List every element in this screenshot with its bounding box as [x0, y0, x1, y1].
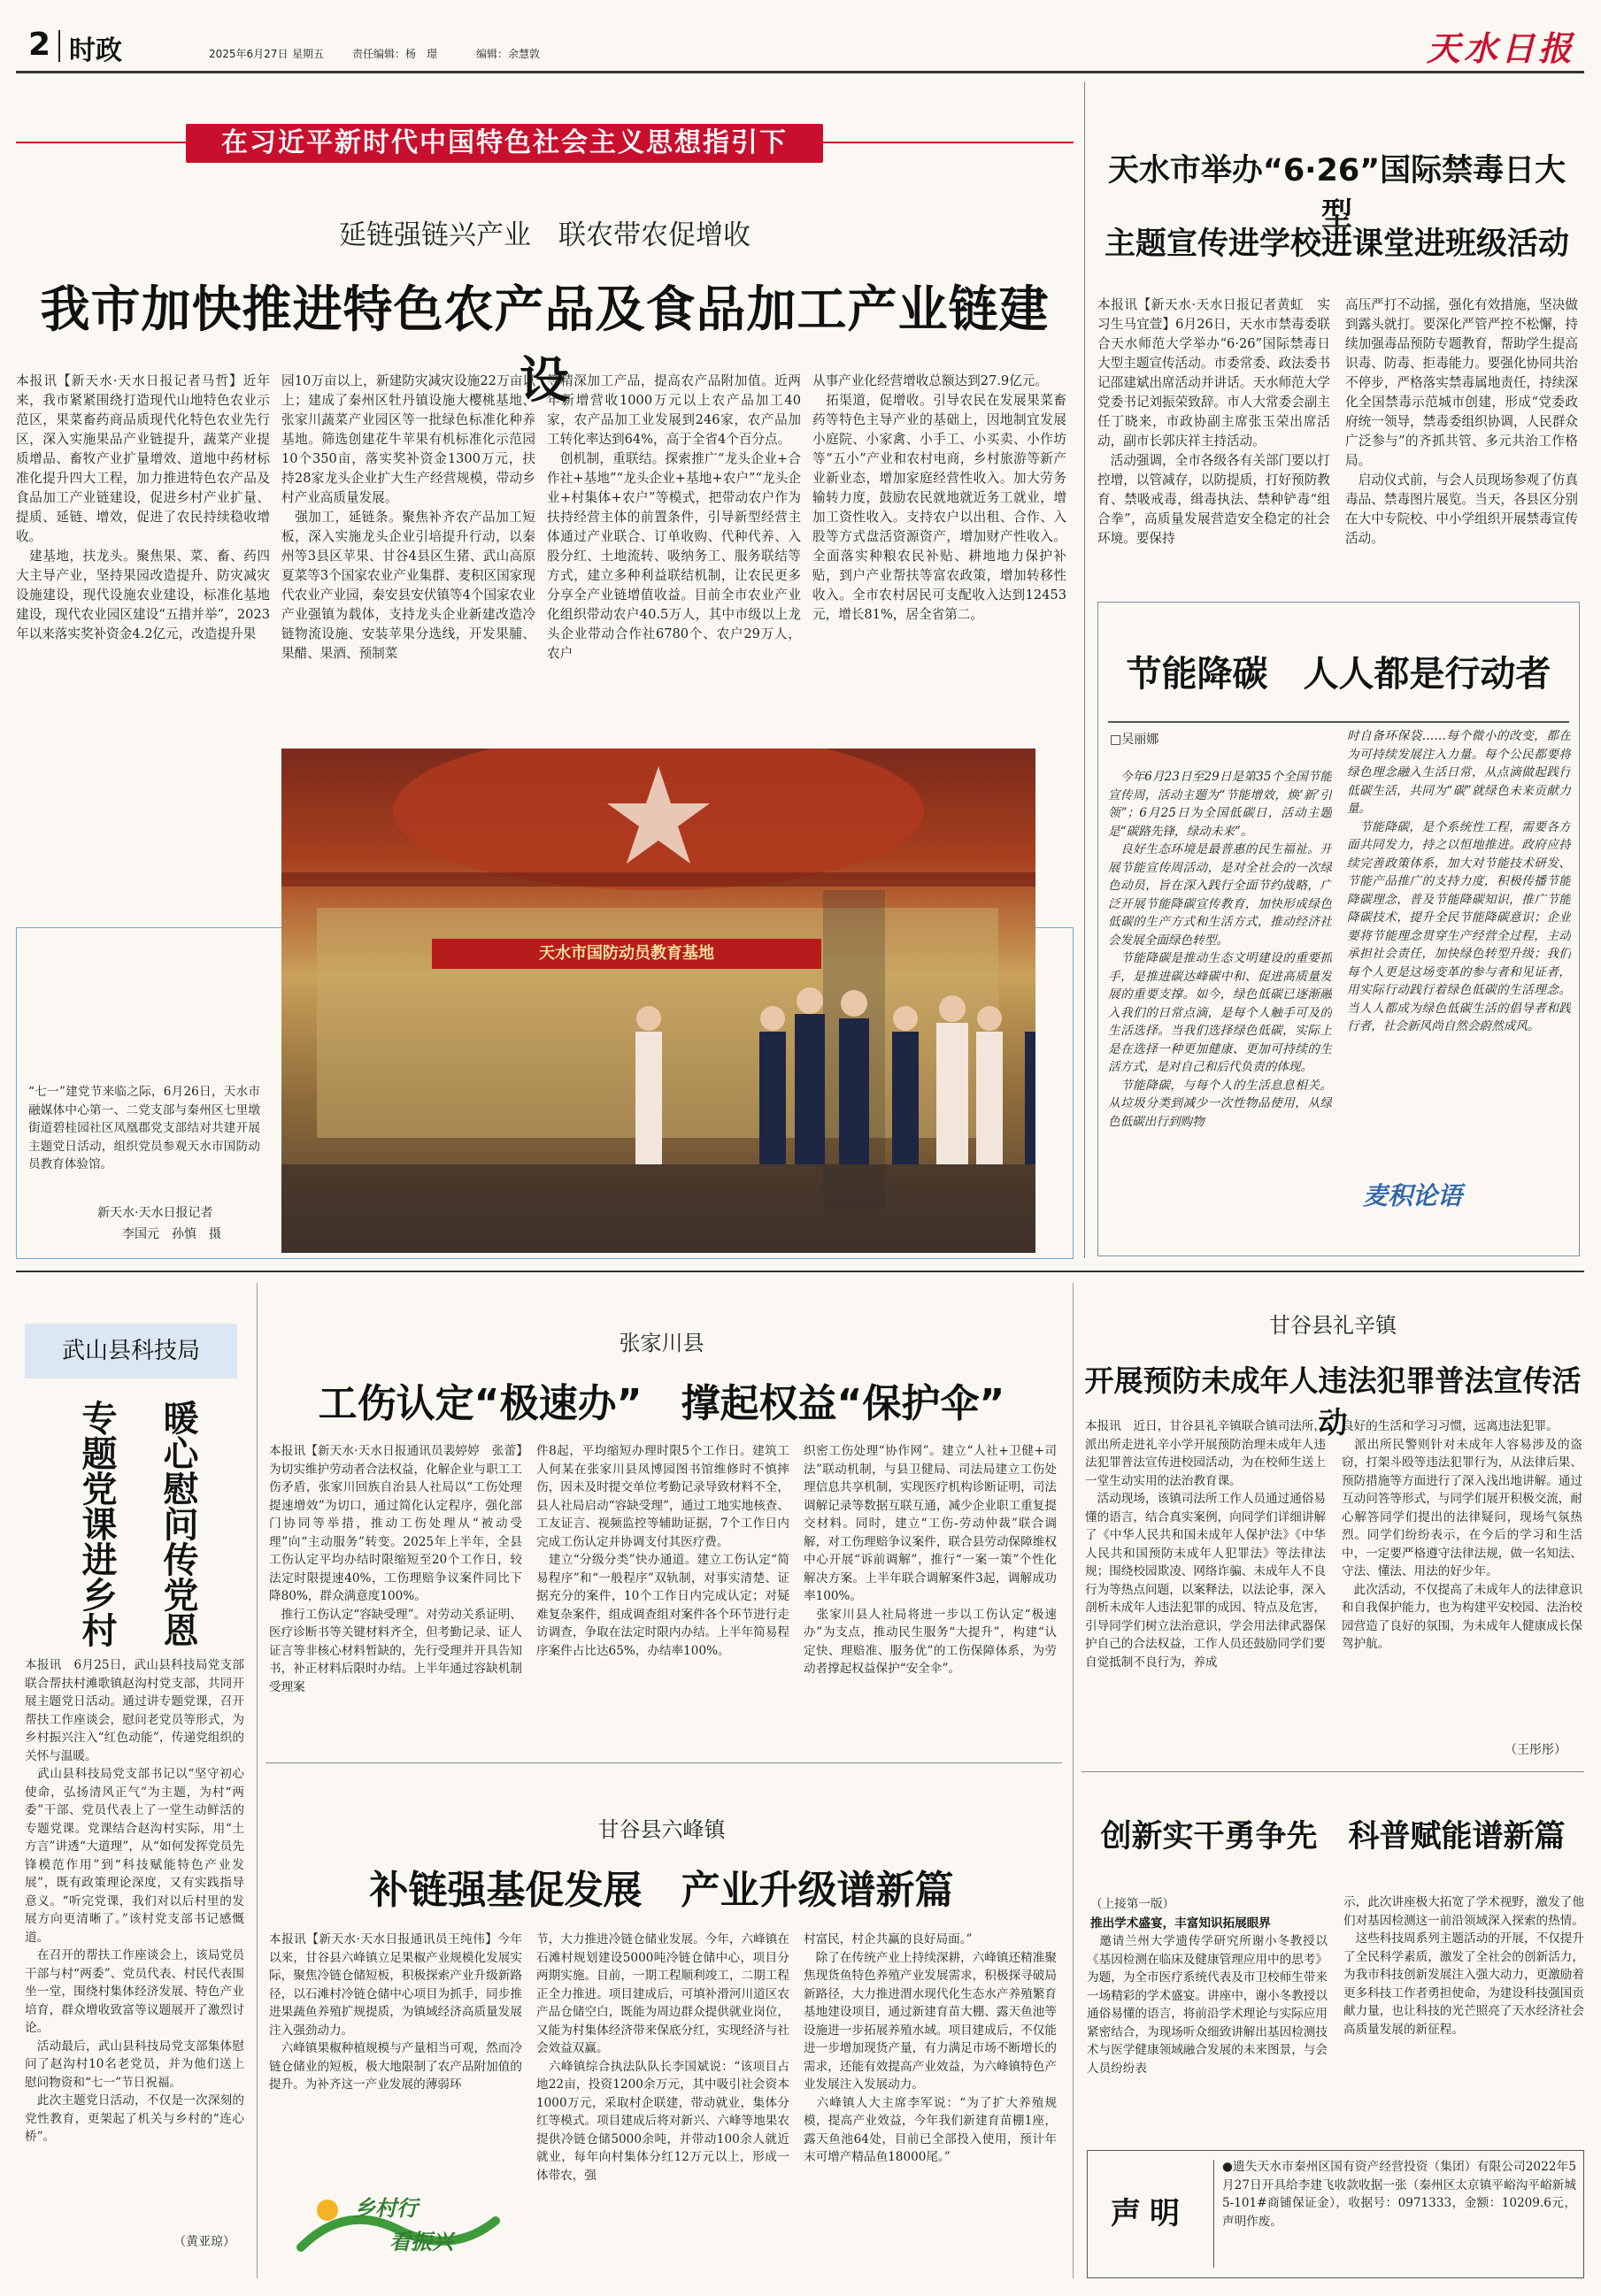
masthead-divider	[58, 30, 60, 62]
wushan-author: （黄亚琼）	[173, 2235, 235, 2249]
wushan-label-box	[25, 1324, 237, 1378]
photo-caption: “七一”建党节来临之际，6月26日，天水市融媒体中心第一、二党支部与秦州区七里墩街道碧桂园社区凤凰郡党支部结对共建开展主题党日活动，组织党员参观天水市国防动员教育体验馆。	[28, 1085, 260, 1171]
science-subhead: 推出学术盛宴，丰富知识拓展眼界	[1090, 1916, 1271, 1931]
science-col-2: 示，此次讲座极大拓宽了学术视野，激发了他们对基因检测这一前沿领域深入探索的热情。 这些科技周系列主题活动的开展，不仅提升了全民科学素质，激发了全社会的创新活力，为我市科技创新发展注入强大动力，更激励着更多科技工作者勇担使命，为建设科技强国贡献力量，也让科技的光芒照亮了天水经济社会高质量发展的新征程。	[1343, 1895, 1584, 2037]
zjc-title: 工伤认定“极速办” 撑起权益“保护伞”	[318, 1381, 1005, 1426]
zjc-kicker: 张家川县	[619, 1331, 704, 1355]
lead-col-1: 本报讯【新天水·天水日报记者马哲】近年来，我市紧紧围绕打造现代山地特色农业示范区，果菜畜药商品质现代化特色农业先行区，深入实施果品产业链提升，蔬菜产业提质增品、畜牧产业扩量增效、道地中药材标准化提升四大工程，加力推进特色农产品及食品加工产业链建设，促进乡村产业扩量、提质、延链、增效，促进了农民持续稳收增收。 建基地，扶龙头。聚焦果、菜、畜、药四大主导产业，坚持果园改造提升、防灾减灾设施建设，现代设施农业建设，标准化基地建设，现代农业园区建设“五措并举”，2023年以来落实奖补资金4.2亿元，改造提升果	[16, 373, 270, 641]
liufeng-col-2: 节，大力推进冷链仓储业发展。今年，六峰镇在石滩村规划建设5000吨冷链仓储中心，项目分两期实施。目前，一期工程顺利竣工，二期工程正全力推进。项目建成后，可填补滑河川道区农产品仓储空白，既能为周边群众提供就业岗位，又能为村集体经济带来保底分红，实现经济与社会效益双赢。 六峰镇综合执法队队长李国斌说：“该项目占地22亩，投资1200余万元，其中吸引社会资本1000万元，采取村企联建，带动就业，集体分红等模式。项目建成后将对新兴、六峰等地果农提供冷链仓储5000余吨，并带动100余人就近就业，每年向村集体分红12万元以上，形成一体带农，强	[536, 1932, 789, 2183]
zjc-col-3: 织密工伤处理“协作网”。建立“人社+卫健+司法”联动机制，与县卫健局、司法局建立工伤处理信息共享机制，实现医疗机构诊断证明，司法调解记录等数据互联互通，减少企业职工重复提交材料。同时，建立“工伤-劳动仲裁”联合调解，对工伤理赔争议案件，联合县劳动保障维权中心开展“诉前调解”，推行“一案一策”个性化解决方案。上半年联合调解案件3起，调解成功率100%。 张家川县人社局将进一步以工伤认定“极速办”为支点，推动民生服务“大提升”，构建“认定快、理赔准、服务优”的工伤保障体系，为劳动者撑起权益保护“安全伞”。	[804, 1444, 1057, 1676]
news-photo	[281, 749, 1035, 1253]
issue-weekday: 星期五	[292, 48, 325, 60]
ligu-kicker: 甘谷县礼辛镇	[1269, 1313, 1397, 1338]
wushan-title-2: 专题党课进乡村	[76, 1400, 117, 1647]
antidrug-title-2: 主题宣传进学校进课堂进班级活动	[1104, 227, 1569, 262]
photo-illustration	[281, 749, 1035, 1253]
photo-credit-2: 李国元 孙慎 摄	[122, 1227, 221, 1241]
column-divider	[1084, 81, 1085, 1258]
right-bottom-divider	[1073, 1283, 1074, 2278]
issue-date: 2025年6月27日	[209, 48, 289, 60]
zjc-col-2: 件8起，平均缩短办理时限5个工作日。建筑工人何某在张家川县凤博园图书馆维修时不慎摔伤，因未及时提交单位考勤记录导致材料不全，县人社局启动“容缺受理”，通过工地实地核查、工友证言、视频监控等辅助证据，7个工作日内完成工伤认定并协调支付其医疗费。 建立“分级分类”快办通道。建立工伤认定“简易程序”和“一般程序”双轨制，对事实清楚、证据充分的案件，10个工作日内完成认定；对疑难复杂案件，组成调查组对案件各个环节进行走访调查，争取在法定时限内办结。上半年简易程序案件占比达65%，办结率100%。	[536, 1444, 789, 1658]
science-title: 创新实干勇争先 科普赋能谱新篇	[1100, 1819, 1566, 1854]
liufeng-title: 补链强基促发展 产业升级谱新篇	[369, 1868, 954, 1913]
commentary-col-1: 今年6月23日至29日是第35个全国节能宣传周，活动主题为“节能增效，焕‘新’引领”；6月25日为全国低碳日，活动主题是“碳路先锋，绿动未来”。 良好生态环境是最普惠的民生福祉。开展节能宣传周活动，是对全社会的一次绿色动员，旨在深入践行全面节约战略，广泛开展节能降碳宣传教育，加快形成绿色低碳的生产方式和生活方式，推动经济社会发展全面绿色转型。 节能降碳是推动生态文明建设的重要抓手，是推进碳达峰碳中和、促进高质量发展的重要支撑。如今，绿色低碳已逐渐融入我们的日常点滴，是每个人触手可及的生活选择。当我们选择绿色低碳，实际上是在选择一种更加健康、更加可持续的生活方式，是对自己和后代负责的体现。 节能降碳，与每个人的生活息息相关。从垃圾分类到减少一次性物品使用，从绿色低碳出行到购物	[1108, 770, 1332, 1129]
commentary-title: 节能降碳 人人都是行动者	[1126, 654, 1551, 695]
wushan-divider	[257, 1283, 258, 2278]
commentary-col-2: 时自备环保袋……每个微小的改变，都在为可持续发展注入力量。每个公民都要将绿色理念融入生活日常，从点滴做起践行低碳生活，共同为“碳”就绿色未来贡献力量。 节能降碳，是个系统性工程，需要各方面共同发力，持之以恒地推进。政府应持续完善政策体系，加大对节能技术研发、节能产品推广的支持力度，积极传播节能降碳理念，普及节能降碳知识，推广节能降碳技术，提升全民节能降碳意识；企业要将节能理念贯穿生产经营全过程，主动承担社会责任，加快绿色转型升级；我们每个人更是这场变革的参与者和见证者，用实际行动践行着绿色低碳的生活理念。当人人都成为绿色低碳生活的倡导者和践行者，社会新风尚自然会蔚然成风。	[1347, 729, 1571, 1033]
liufeng-logo-text-2: 看振兴	[389, 2229, 453, 2254]
ligu-col-2: 良好的生活和学习习惯，远离违法犯罪。 派出所民警则针对未成年人容易涉及的盗窃，打架斗殴等违法犯罪行为，从法律后果、预防措施等方面进行了深入浅出地讲解。通过互动问答等形式，与同学们展开积极交流，耐心解答同学们提出的法律疑问，现场气氛热烈。同学们纷纷表示，在今后的学习和生活中，一定要严格遵守法律法规，做一名知法、守法、懂法、用法的好少年。 此次活动，不仅提高了未成年人的法律意识和自我保护能力，也为构建平安校园、法治校园营造了良好的氛围，为未成年人健康成长保驾护航。	[1342, 1419, 1582, 1651]
responsible-editor: 责任编辑：杨 璟	[352, 48, 438, 60]
liufeng-logo	[292, 2185, 504, 2265]
science-continued: （上接第一版）	[1090, 1897, 1175, 1911]
lead-subtitle: 延链强链兴产业 联农带农促增收	[339, 219, 750, 251]
liufeng-col-3: 村富民，村企共赢的良好局面。” 除了在传统产业上持续深耕，六峰镇还精准聚焦现货鱼特色养殖产业发展需求，积极探寻破局新路径，大力推进渭水现代化生态水产养殖繁育基地建设项目，通过新建育苗大棚、露天鱼池等设施进一步拓展养殖水域。项目建成后，不仅能进一步增加现货产量，有力满足市场不断增长的需求，还能有效提高产业效益，为六峰镇特色产业发展注入发展动力。 六峰镇人大主席李军说：“为了扩大养殖规模，提高产业效益，今年我们新建育苗棚1座，露天鱼池64处，目前已全部投入使用，预计年末可增产精品鱼18000尾。”	[804, 1932, 1057, 2164]
banner	[186, 124, 823, 163]
antidrug-title-1: 天水市举办“6·26”国际禁毒日大型	[1107, 153, 1566, 233]
commentary-logo: 麦积论语	[1363, 1181, 1463, 1210]
liufeng-kicker: 甘谷县六峰镇	[597, 1817, 726, 1842]
wushan-label: 武山县科技局	[61, 1338, 200, 1364]
notice-box	[1087, 2150, 1584, 2278]
wushan-title-1: 暖心慰问传党恩	[158, 1400, 198, 1647]
lead-col-3: 等精深加工产品，提高农产品附加值。近两年新增营收1000万元以上农产品加工40家，农产品加工业发展到246家，农产品加工转化率达到64%，高于全省4个百分点。 创机制，重联结。探索推广“龙头企业+合作社+基地”“龙头企业+基地+农户”“龙头企业+村集体+农户”等模式，把带动农户作为扶持经营主体的前置条件，引导新型经营主体通过产业联合、订单收购、代种代养、入股分红、土地流转、吸纳务工、服务联结等方式，建立多种利益联结机制，让农民更多分享全产业链增值收益。目前全市农业产业化组织带动农户40.5万人，其中市级以上龙头企业带动合作社6780个、农户29万人，农户	[547, 373, 801, 661]
masthead-rule	[16, 71, 1584, 73]
antidrug-col-2: 高压严打不动摇，强化有效措施，坚决做到露头就打。要深化严管严控不松懈，持续加强毒品预防专题教育，帮助学生提高识毒、防毒、拒毒能力。要强化协同共治不停步，严格落实禁毒属地责任，持续深化全国禁毒示范城市创建，形成“党委政府统一领导，禁毒委组织协调，人民群众广泛参与”的齐抓共管、多元共治工作格局。 启动仪式前，与会人员现场参观了仿真毒品、禁毒图片展览。当天，各县区分别在大中专院校、中小学组织开展禁毒宣传活动。	[1345, 297, 1578, 546]
commentary-rule	[1108, 721, 1569, 723]
ligu-col-1: 本报讯 近日，甘谷县礼辛镇联合镇司法所，派出所走进礼辛小学开展预防治理未成年人违法犯罪普法宣传进校园活动，为在校师生送上一堂生动实用的法治教育课。 活动现场，该镇司法所工作人员通过通俗易懂的语言，结合真实案例，向同学们详细讲解了《中华人民共和国未成年人保护法》《中华人民共和国预防未成年人犯罪法》等法律法规；围绕校园欺凌、网络诈骗、未成年人不良行为等热点问题，以案释法，以法论事，深入剖析未成年人违法犯罪的成因、特点及危害，引导同学们树立法治意识，学会用法律武器保护自己的合法权益，工作人员还鼓励同学们要自觉抵制不良行为，养成	[1085, 1419, 1326, 1670]
mid-rule	[16, 1271, 1584, 1272]
antidrug-col-1: 本报讯【新天水·天水日报记者黄虹 实习生马宜萱】6月26日，天水市禁毒委联合天水师范大学举办“6·26”国际禁毒日大型主题宣传活动。市委常委、政法委书记邵建斌出席活动并讲话。天水师范大学党委书记刘振荣致辞。市人大常委会副主任丁晓来，市政协副主席张玉荣出席活动，副市长郭庆祥主持活动。 活动强调，全市各级各有关部门要以打控增，以管减存，以防提质，打好预防教育、禁吸戒毒，缉毒执法、禁种铲毒“组合拳”，高质量发展营造安全稳定的社会环境。要保持	[1097, 297, 1330, 546]
ligu-title: 开展预防未成年人违法犯罪普法宣传活动	[1084, 1363, 1582, 1440]
notice-text: ●遗失天水市秦州区国有资产经营投资（集团）有限公司2022年5月27日开具给李建飞收款收据一张（秦州区太京镇平峪沟平峪新城5-101#商铺保证金），收据号：0971333，金额：10209.6元，声明作废。	[1222, 2160, 1576, 2229]
commentary-author: □吴丽娜	[1110, 733, 1159, 747]
science-col-1: 邀请兰州大学遗传学研究所谢小冬教授以《基因检测在临床及健康管理应用中的思考》为题，为全市医疗系统代表及市卫校师生带来一场精彩的学术盛宴。讲座中，谢小冬教授以通俗易懂的语言，将前沿学术理论与实际应用紧密结合，为现场听众细致讲解出基因检测技术与医学健康领域融合发展的未来图景，与会人员纷纷表	[1087, 1934, 1328, 2076]
liufeng-logo-text-1: 乡村行	[354, 2195, 418, 2221]
ligu-author: （王彤彤）	[1505, 1743, 1566, 1757]
liufeng-col-1: 本报讯【新天水·天水日报通讯员王纯伟】今年以来，甘谷县六峰镇立足果椒产业规模化发展实际，聚焦冷链仓储短板，积极探索产业升级新路径，以石滩村冷链仓储中心项目为抓手，同步推进果蔬鱼养殖扩规提质，为镇域经济高质量发展注入强劲动力。 六峰镇果椒种植规模与产量相当可观，然而冷链仓储业的短板，极大地限制了农产品附加值的提升。为补齐这一产业发展的薄弱环	[269, 1932, 522, 2092]
photo-wall-text: 天水市国防动员教育基地	[539, 944, 714, 963]
masthead	[16, 16, 1584, 69]
notice-label: 声明	[1111, 2196, 1189, 2231]
photo-credit-1: 新天水·天水日报记者	[97, 1206, 213, 1220]
paper-logo: 天水日报	[1426, 28, 1575, 68]
ligu-bottom-rule	[1081, 1771, 1584, 1772]
zjc-col-1: 本报讯【新天水·天水日报通讯员裴婷婷 张蕾】为切实维护劳动者合法权益，化解企业与职工工伤矛盾，张家川回族自治县人社局以“工伤处理提速增效”为切口，通过简化认定程序，强化部门协同等举措，推动工伤处理从“被动受理”向“主动服务”转变。2025年上半年，全县工伤认定平均办结时限缩短至20个工作日，较法定时限提速40%，工伤理赔争议案件同比下降80%，群众满意度100%。 推行工伤认定“容缺受理”。对劳动关系证明、医疗诊断书等关键材料齐全，但考勤记录、证人证言等非核心材料暂缺的，先行受理并开具告知书，补正材料后限时办结。上半年通过容缺机制受理案	[269, 1444, 522, 1694]
lead-title: 我市加快推进特色农产品及食品加工产业链建设	[40, 281, 1050, 410]
section-name: 时政	[69, 35, 122, 66]
zjc-bottom-rule	[266, 1762, 1062, 1763]
lead-col-2: 园10万亩以上，新建防灾减灾设施22万亩以上；建成了秦州区牡丹镇设施大樱桃基地、张家川蔬菜产业园区等一批绿色标准化种养基地。筛选创建花牛苹果有机标准化示范园10个350亩，落实奖补资金1300万元，扶持28家龙头企业扩大生产经营规模，带动乡村产业高质量发展。 强加工，延链条。聚焦补齐农产品加工短板，深入实施龙头企业引培提升行动，以秦州等3县区苹果、甘谷4县区生猪、武山高原夏菜等3个国家农业产业集群、麦积区国家现代农业产业园，秦安县安伏镇等4个国家农业产业强镇为载体，支持龙头企业新建改造冷链物流设施、安装苹果分选线，开发果脯、果醋、果酒、预制菜	[281, 373, 535, 661]
layout-editor: 编辑：余慧敦	[476, 48, 541, 60]
banner-text: 在习近平新时代中国特色社会主义思想指引下	[221, 127, 788, 158]
lead-col-4: 从事产业化经营增收总额达到27.9亿元。 拓渠道，促增收。引导农民在发展果菜畜药等特色主导产业的基础上，因地制宜发展小庭院、小家禽、小手工、小买卖、小作坊等“五小”产业和农村电商，乡村旅游等新产业新业态，增加家庭经营性收入。加大劳务输转力度，鼓励农民就地就近务工就业，增加工资性收入。支持农户以出租、合作、入股等方式盘活资源资产，增加财产性收入。全面落实种粮农民补贴、耕地地力保护补贴，到户产业帮扶等富农政策，增加转移性收入。全市农村居民可支配收入达到12453元，增长81%，居全省第二。	[812, 373, 1066, 622]
notice-divider	[1213, 2160, 1214, 2268]
page-number: 2	[28, 27, 51, 63]
wushan-body: 本报讯 6月25日，武山县科技局党支部联合帮扶村滩歌镇赵沟村党支部，共同开展主题党日活动。通过讲专题党课，召开帮扶工作座谈会，慰问老党员等形式，为乡村振兴注入“红色动能”，传递党组织的关怀与温暖。 武山县科技局党支部书记以“坚守初心使命，弘扬清风正气”为主题，为村“两委”干部、党员代表上了一堂生动鲜活的专题党课。党课结合赵沟村实际，用“土方言”讲透“大道理”，从“如何发挥党员先锋模范作用”到“科技赋能特色产业发展”，既有政策理论深度，又有实践指导意义。“听完党课，我们对以后村里的发展方向更清晰了。”该村党支部书记感慨道。 在召开的帮扶工作座谈会上，该局党员干部与村“两委”、党员代表、村民代表围坐一堂，围绕村集体经济发展、特色产业培育，群众增收致富等议题展开了激烈讨论。 活动最后，武山县科技局党支部集体慰问了赵沟村10名老党员，并为他们送上慰问物资和“七一”节日祝福。 此次主题党日活动，不仅是一次深刻的党性教育，更架起了机关与乡村的“连心桥”。	[25, 1658, 244, 2144]
